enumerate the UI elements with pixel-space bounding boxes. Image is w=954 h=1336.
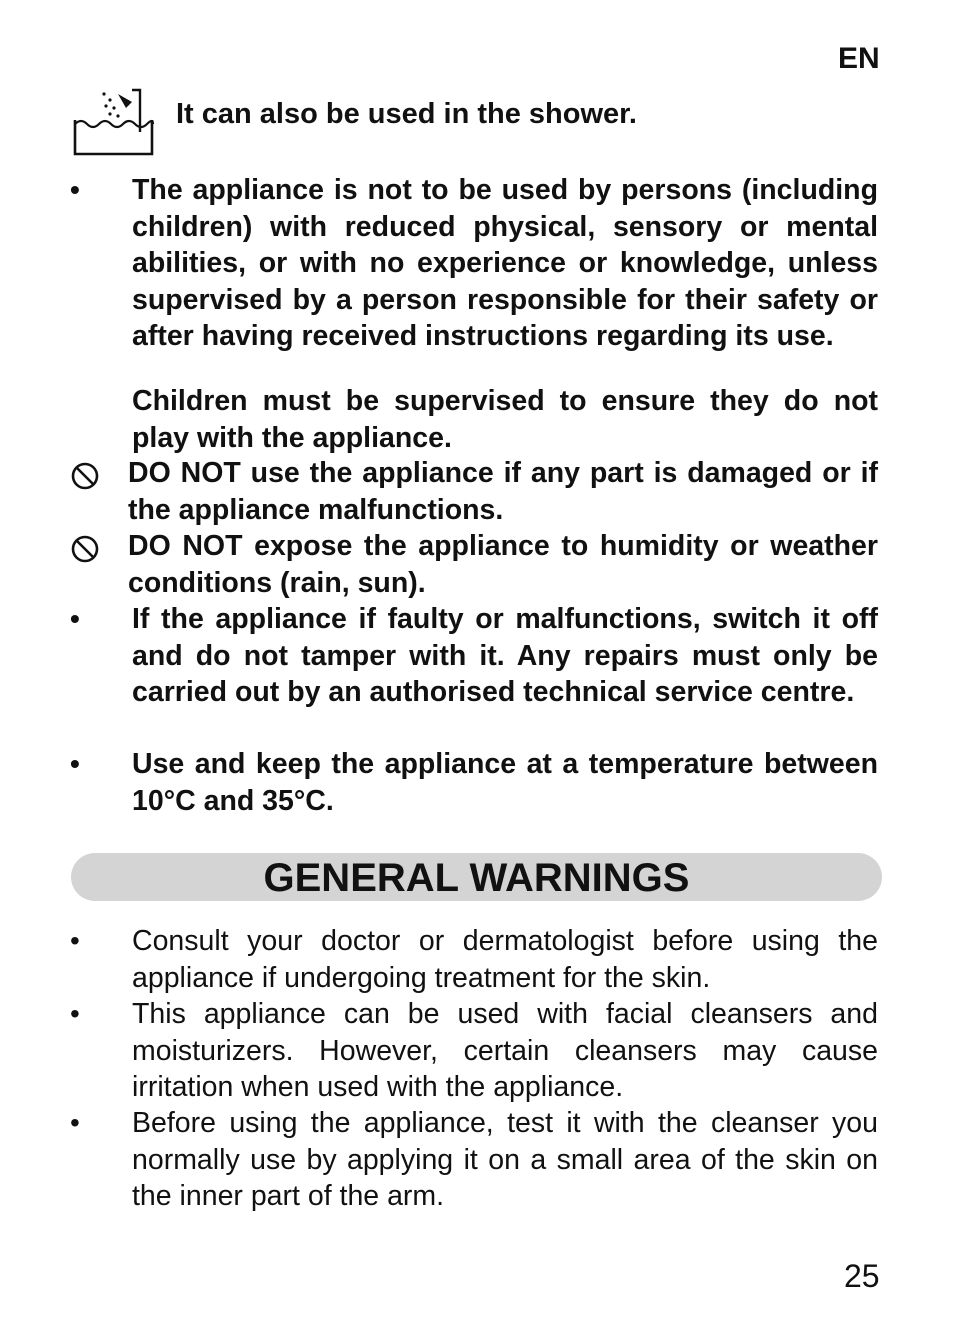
list-item-text: This appliance can be used with facial cleansers and moisturizers. However, certain cleansers may cause irritation when used with the appliance. — [132, 998, 878, 1103]
list-item-text: Use and keep the appliance at a temperature between 10°C and 35°C. — [132, 748, 878, 817]
list-item — [70, 601, 878, 711]
list-item — [70, 455, 878, 528]
list-item — [70, 746, 878, 819]
list-item-text: DO NOT expose the appliance to humidity or weather conditions (rain, sun). — [128, 530, 878, 599]
bullet-marker: • — [70, 1107, 80, 1138]
shower-bath-icon — [72, 86, 158, 160]
list-item-text: Children must be supervised to ensure they do not play with the appliance. — [132, 385, 878, 454]
list-item-text: Consult your doctor or dermatologist before using the appliance if undergoing treatment for the skin. — [132, 925, 878, 994]
bullet-marker: • — [70, 925, 80, 956]
section-title: GENERAL WARNINGS — [71, 853, 882, 901]
bullet-marker: • — [70, 174, 80, 205]
list-item-text: Before using the appliance, test it with the cleanser you normally use by applying it on a small area of the skin on the inner part of the arm. — [132, 1107, 878, 1212]
bullet-marker: • — [70, 748, 80, 779]
list-item — [70, 923, 878, 996]
bullet-marker: • — [70, 998, 80, 1029]
list-item — [70, 1105, 878, 1215]
list-item — [70, 383, 878, 456]
list-item-text: The appliance is not to be used by persons (including children) with reduced physical, sensory or mental abilities, or with no experience or knowledge, unless supervised by a person responsible for their safety or after having received instructions regarding its use. — [132, 174, 878, 352]
list-item — [70, 996, 878, 1106]
list-item-text: DO NOT use the appliance if any part is damaged or if the appliance malfunctions. — [128, 457, 878, 526]
shower-note-text: It can also be used in the shower. — [176, 98, 637, 130]
list-item-text: If the appliance if faulty or malfunctions, switch it off and do not tamper with it. Any repairs must only be carried out by an authorised technical service centre. — [132, 603, 878, 708]
list-item — [70, 172, 878, 355]
language-label: EN — [838, 42, 880, 75]
list-item — [70, 528, 878, 601]
bullet-marker: • — [70, 603, 80, 634]
page-number: 25 — [844, 1258, 880, 1294]
